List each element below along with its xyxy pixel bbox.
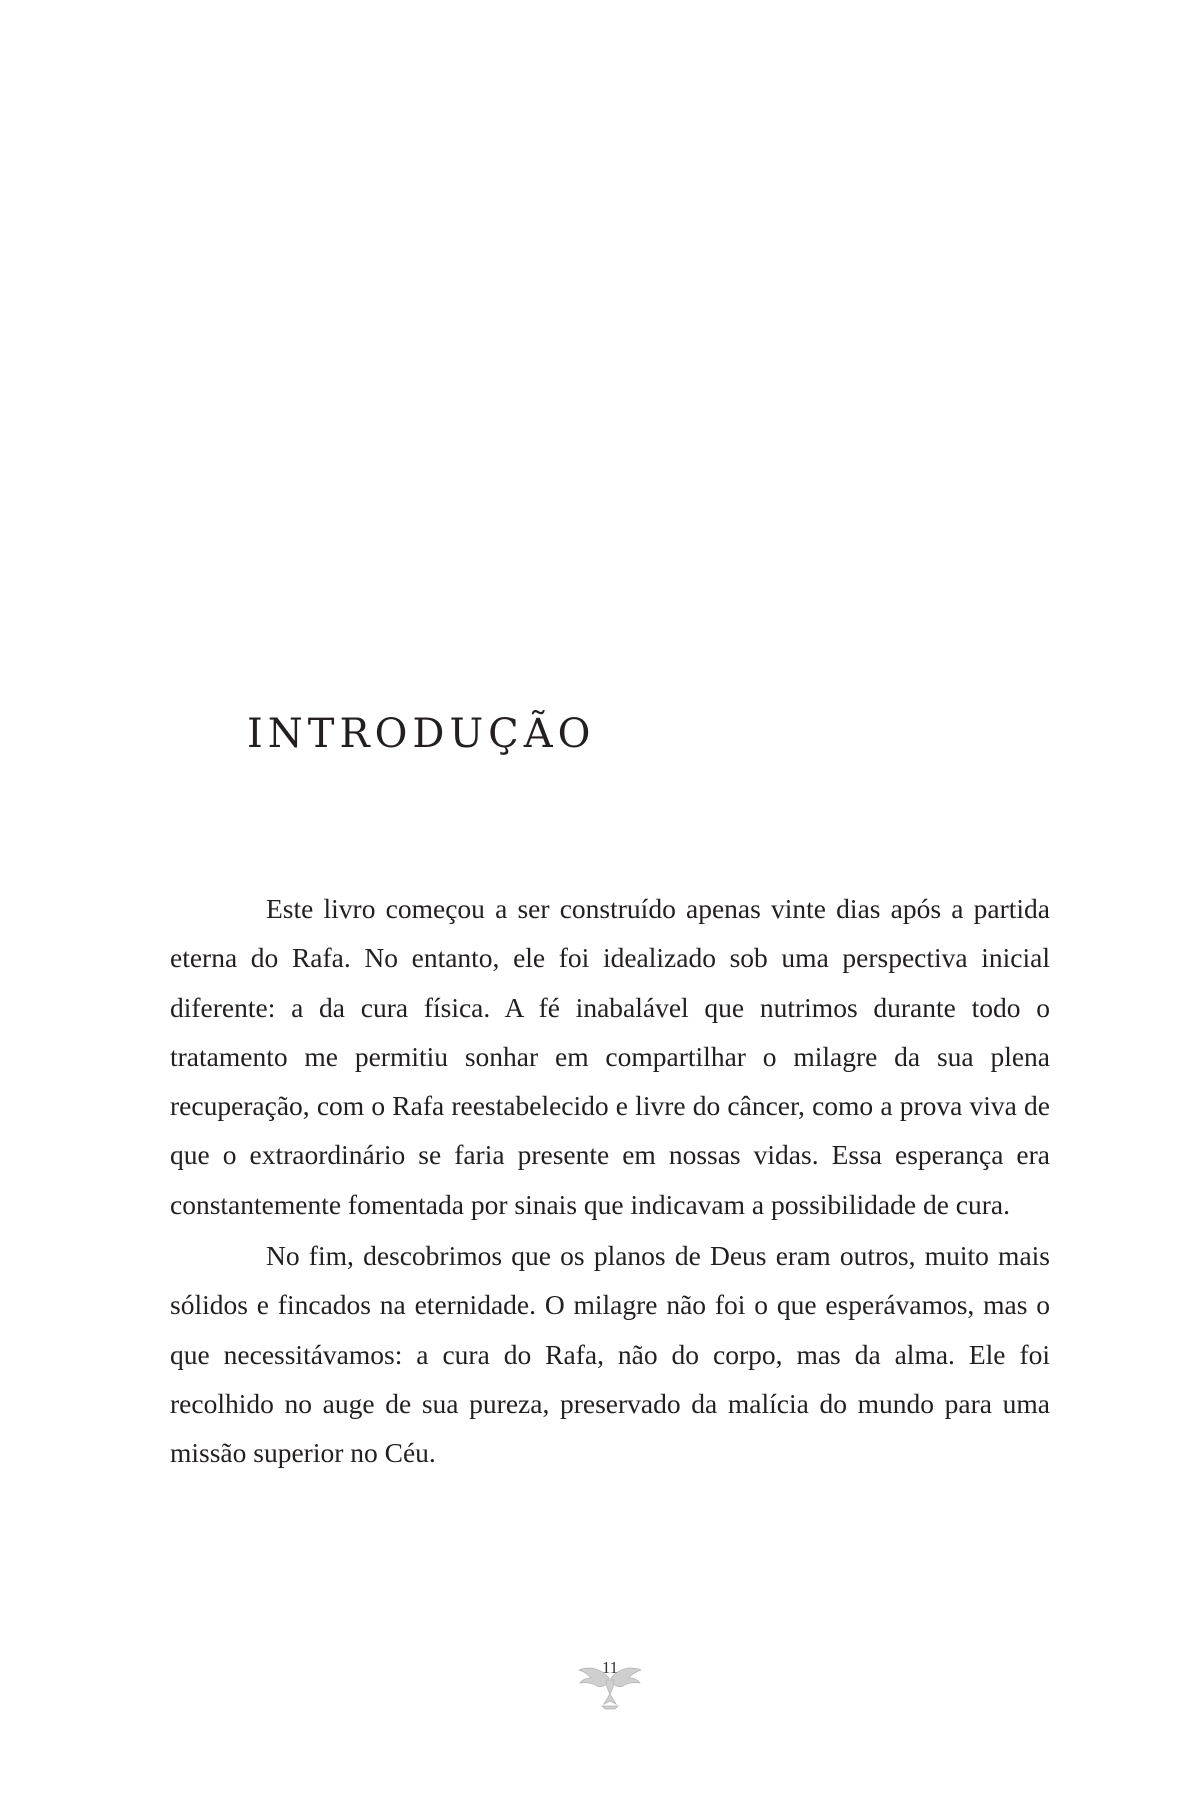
chapter-title: INTRODUÇÃO: [247, 711, 596, 757]
paragraph-1: Este livro começou a ser construído apenas vinte dias após a partida eterna do Rafa. No entanto, ele foi idealizado sob uma perspectiva inicial diferente: a da cura física. A fé inabalável que nutrimos durante todo o tratamento me permitiu sonhar em compartilhar o milagre da sua plena recuperação, com o Rafa reestabelecido e livre do câncer, como a prova viva de que o extraordinário se faria presente em nossas vidas. Essa esperança era constantemente fomentada por sinais que indicavam a possibilidade de cura.: [170, 893, 1050, 1220]
page-footer: [575, 1656, 645, 1716]
body-text: [170, 884, 1050, 1480]
paragraph-2: No fim, descobrimos que os planos de Deus eram outros, muito mais sólidos e fincados na eternidade. O milagre não foi o que esperávamos, mas o que necessitávamos: a cura do Rafa, não do corpo, mas da alma. Ele foi recolhido no auge de sua pureza, preservado da malícia do mundo para uma missão superior no Céu.: [170, 1240, 1050, 1469]
page-number: 11: [601, 1658, 619, 1677]
